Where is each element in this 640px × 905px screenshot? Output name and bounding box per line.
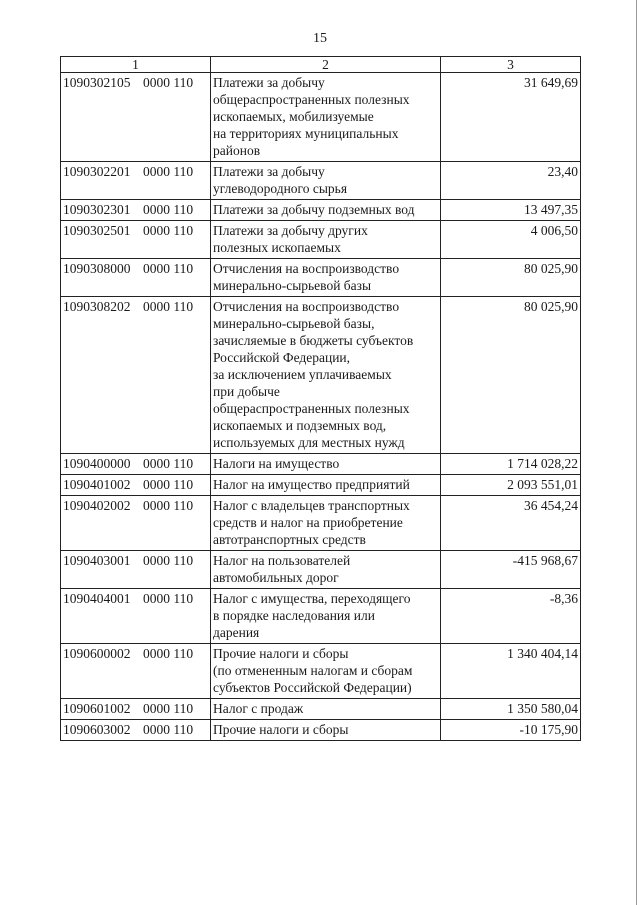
revenue-name: Налог с имущества, переходящего в порядке наследования или дарения [211, 589, 441, 644]
budget-subcode: 0000 110 [143, 299, 194, 314]
table-row [61, 454, 581, 475]
budget-code-cell [61, 475, 211, 496]
revenue-name: Прочие налоги и сборы (по отмененным налогам и сборам субъектов Российской Федерации) [211, 644, 441, 699]
budget-code-cell [61, 221, 211, 259]
budget-subcode: 0000 110 [143, 722, 194, 737]
table-row [61, 259, 581, 297]
budget-code: 1090403001 [63, 553, 131, 568]
budget-code-cell [61, 699, 211, 720]
amount: 2 093 551,01 [441, 475, 581, 496]
budget-code-cell [61, 551, 211, 589]
budget-code: 1090302301 [63, 202, 131, 217]
table-row [61, 644, 581, 699]
budget-subcode: 0000 110 [143, 261, 194, 276]
budget-code: 1090603002 [63, 722, 131, 737]
revenue-name: Отчисления на воспроизводство минерально-сырьевой базы [211, 259, 441, 297]
budget-subcode: 0000 110 [143, 202, 194, 217]
amount: 80 025,90 [441, 259, 581, 297]
budget-code-cell [61, 720, 211, 741]
page-number: 15 [313, 31, 327, 46]
budget-subcode: 0000 110 [143, 646, 194, 661]
budget-subcode: 0000 110 [143, 456, 194, 471]
revenue-name: Налог на имущество предприятий [211, 475, 441, 496]
budget-subcode: 0000 110 [143, 164, 194, 179]
page-edge [636, 0, 637, 905]
budget-code: 1090308202 [63, 299, 131, 314]
amount: 1 350 580,04 [441, 699, 581, 720]
revenue-name: Платежи за добычу общераспространенных полезных ископаемых, мобилизуемые на территориях муниципальных районов [211, 73, 441, 162]
budget-code-cell [61, 644, 211, 699]
amount: 4 006,50 [441, 221, 581, 259]
budget-code-cell [61, 454, 211, 475]
revenue-name: Отчисления на воспроизводство минерально-сырьевой базы, зачисляемые в бюджеты субъектов Российской Федерации, за исключением уплачиваемых при добыче общераспространенных полезных ископаемых и подземных вод, используемых для местных нужд [211, 297, 441, 454]
budget-subcode: 0000 110 [143, 75, 194, 90]
revenue-name: Налог с продаж [211, 699, 441, 720]
budget-subcode: 0000 110 [143, 701, 194, 716]
budget-subcode: 0000 110 [143, 553, 194, 568]
budget-code-cell [61, 200, 211, 221]
table-row [61, 200, 581, 221]
table-row [61, 221, 581, 259]
revenue-name: Платежи за добычу подземных вод [211, 200, 441, 221]
budget-table [60, 56, 581, 741]
budget-code: 1090601002 [63, 701, 131, 716]
budget-code: 1090302501 [63, 223, 131, 238]
revenue-name: Налог с владельцев транспортных средств и налог на приобретение автотранспортных средств [211, 496, 441, 551]
revenue-name: Платежи за добычу других полезных ископаемых [211, 221, 441, 259]
table-row [61, 720, 581, 741]
amount: 80 025,90 [441, 297, 581, 454]
budget-code-cell [61, 162, 211, 200]
budget-subcode: 0000 110 [143, 498, 194, 513]
column-header-3: 3 [441, 57, 581, 73]
budget-code: 1090400000 [63, 456, 131, 471]
budget-code: 1090404001 [63, 591, 131, 606]
amount: 13 497,35 [441, 200, 581, 221]
revenue-name: Налог на пользователей автомобильных дорог [211, 551, 441, 589]
budget-code: 1090401002 [63, 477, 131, 492]
column-header-2: 2 [211, 57, 441, 73]
table-row [61, 297, 581, 454]
table-row [61, 73, 581, 162]
budget-code-cell [61, 297, 211, 454]
amount: -415 968,67 [441, 551, 581, 589]
revenue-name: Прочие налоги и сборы [211, 720, 441, 741]
amount: 1 714 028,22 [441, 454, 581, 475]
column-header-1: 1 [61, 57, 211, 73]
budget-subcode: 0000 110 [143, 477, 194, 492]
amount: 36 454,24 [441, 496, 581, 551]
budget-code: 1090302201 [63, 164, 131, 179]
amount: 1 340 404,14 [441, 644, 581, 699]
budget-code-cell [61, 259, 211, 297]
amount: 23,40 [441, 162, 581, 200]
budget-code-cell [61, 589, 211, 644]
amount: -10 175,90 [441, 720, 581, 741]
budget-code-cell [61, 73, 211, 162]
amount: -8,36 [441, 589, 581, 644]
table-row [61, 589, 581, 644]
table-row [61, 496, 581, 551]
revenue-name: Платежи за добычу углеводородного сырья [211, 162, 441, 200]
budget-code: 1090302105 [63, 75, 131, 90]
budget-subcode: 0000 110 [143, 223, 194, 238]
table-row [61, 551, 581, 589]
budget-subcode: 0000 110 [143, 591, 194, 606]
table-row [61, 475, 581, 496]
budget-code: 1090600002 [63, 646, 131, 661]
amount: 31 649,69 [441, 73, 581, 162]
table-row [61, 699, 581, 720]
budget-code-cell [61, 496, 211, 551]
header-row [61, 57, 581, 73]
revenue-name: Налоги на имущество [211, 454, 441, 475]
table-row [61, 162, 581, 200]
budget-code: 1090402002 [63, 498, 131, 513]
budget-code: 1090308000 [63, 261, 131, 276]
